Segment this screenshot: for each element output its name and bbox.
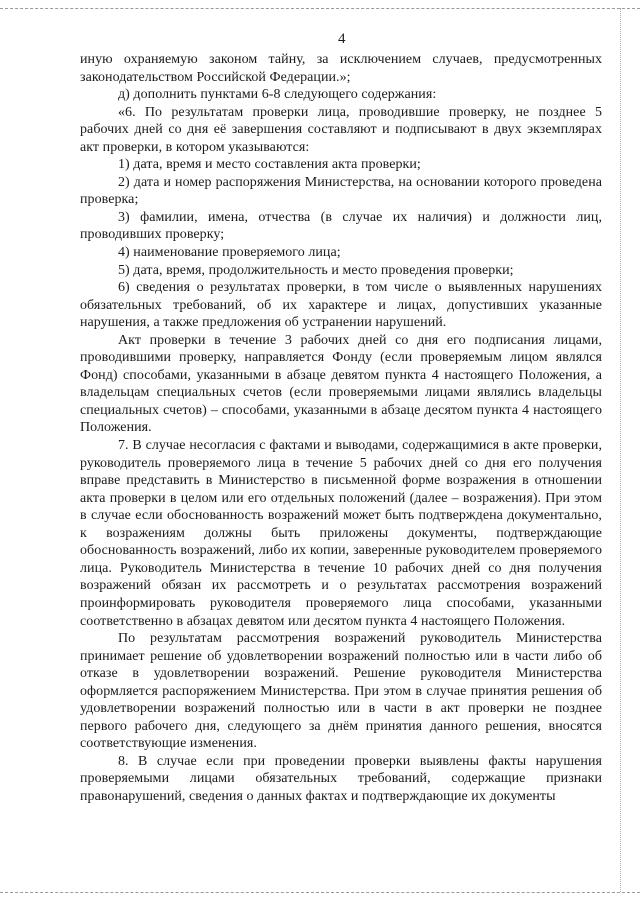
scan-edge-right [620, 8, 621, 892]
list-item-3: 3) фамилии, имена, отчества (в случае их наличия) и должности лиц, проводивших проверку; [80, 209, 602, 243]
paragraph-amendment-d: д) дополнить пунктами 6-8 следующего содержания: [118, 87, 437, 103]
paragraph-act-delivery: Акт проверки в течение 3 рабочих дней со дня его подписания лицами, проводившими проверку, направляется Фонду (если проверяемым лицом являлся Фонд) способами, указанными в абзаце девятом пункта 4 настоящего Положения, а владельцам специальных счетов (если проверяемыми лицами являлись владельцы специальных счетов) – способами, указанными в абзаце десятом пункта 4 настоящего Положения. [80, 332, 602, 436]
document-body [80, 51, 602, 806]
page-number: 4 [338, 31, 346, 47]
paragraph-item-6: «6. По результатам проверки лица, проводившие проверку, не позднее 5 рабочих дней со дня её завершения составляют и подписывают в двух экземплярах акт проверки, в котором указываются: [80, 104, 602, 155]
paragraph-objection-decision: По результатам рассмотрения возражений руководитель Министерства принимает решение об удовлетворении возражений полностью или в части либо об отказе в удовлетворении возражений. Решение руководителя Министерства оформляется распоряжением Министерства. При этом в случае принятия решения об удовлетворении возражений полностью или в части в акт проверки не позднее первого рабочего дня, следующего за днём принятия данного решения, вносятся соответствующие изменения. [80, 631, 602, 752]
list-item-1: 1) дата, время и место составления акта проверки; [118, 157, 421, 173]
list-item-6: 6) сведения о результатах проверки, в том числе о выявленных нарушениях обязательных требований, об их характере и лицах, допустивших указанные нарушения, а также предложения об устранении нарушений. [80, 280, 602, 331]
list-item-2: 2) дата и номер распоряжения Министерства, на основании которого проведена проверка; [80, 174, 602, 208]
list-item-5: 5) дата, время, продолжительность и место проведения проверки; [118, 262, 514, 278]
paragraph-item-7: 7. В случае несогласия с фактами и выводами, содержащимися в акте проверки, руководитель проверяемого лица в течение 5 рабочих дней со дня его получения вправе представить в Министерство в письменной форме возражения в отношении акта проверки в целом или его отдельных положений (далее – возражения). При этом в случае если обоснованность возражений может быть подтверждена документально, к возражениям должны быть приложены документы, подтверждающие обоснованность возражений, либо их копии, заверенные руководителем проверяемого лица. Руководитель Министерства в течение 10 рабочих дней со дня получения возражений обязан их рассмотреть и о результатах рассмотрения возражений проинформировать руководителя проверяемого лица способами, указанными соответственно в абзацах девятом или десятом пункта 4 настоящего Положения. [80, 438, 602, 629]
scan-edge-top [0, 8, 640, 9]
paragraph-item-8: 8. В случае если при проведении проверки выявлены факты нарушения проверяемыми лицами обязательных требований, содержащие признаки правонарушений, сведения о данных фактах и подтверждающие их документы [80, 753, 602, 804]
paragraph-continuation: иную охраняемую законом тайну, за исключением случаев, предусмотренных законодательством Российской Федерации.»; [80, 52, 602, 85]
scan-edge-bottom [0, 892, 640, 893]
list-item-4: 4) наименование проверяемого лица; [118, 245, 341, 261]
